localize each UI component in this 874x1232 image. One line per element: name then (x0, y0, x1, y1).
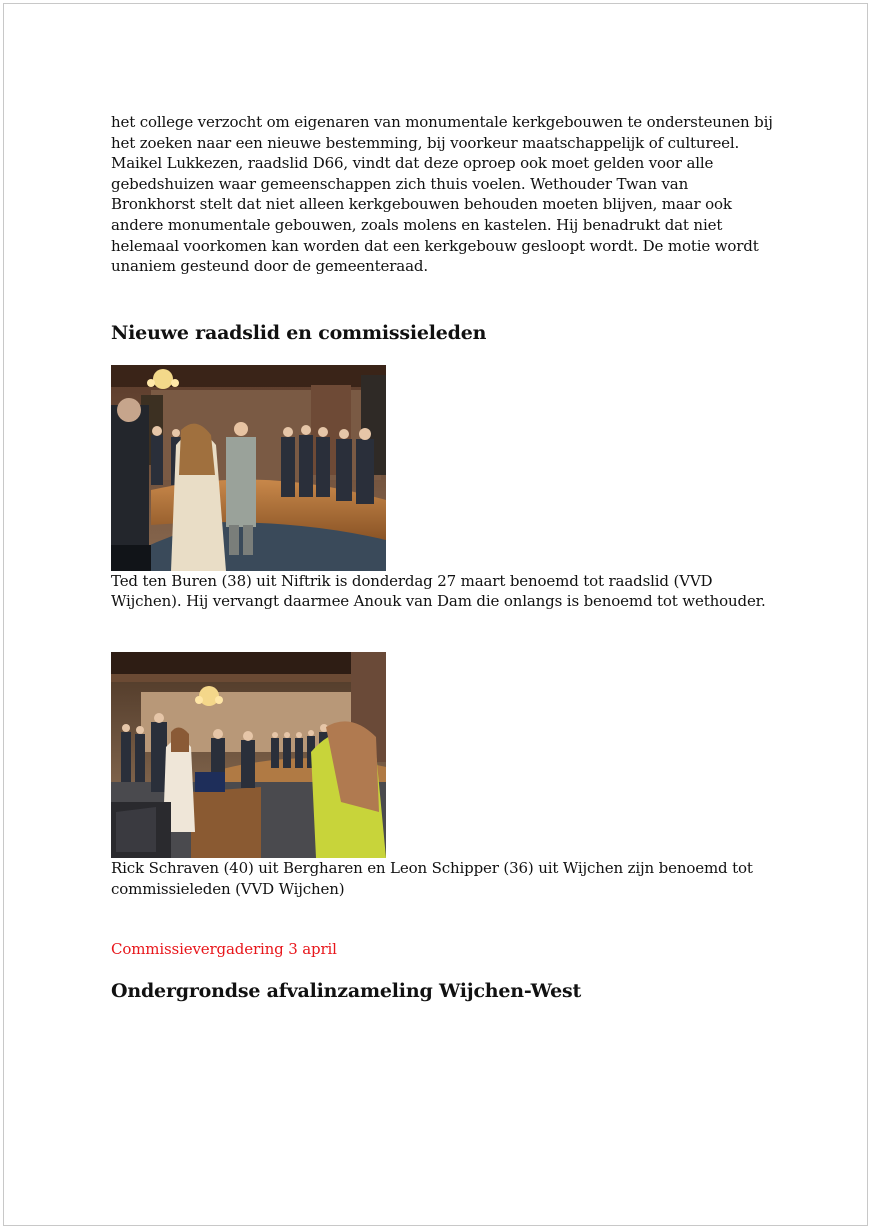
document-content (111, 112, 776, 1003)
photo-1-caption: Ted ten Buren (38) uit Niftrik is donderdag 27 maart benoemd tot raadslid (VVD Wijchen). Hij vervangt daarmee Anouk van Dam die onlangs is benoemd tot wethouder. (111, 571, 766, 611)
section-heading-new-members: Nieuwe raadslid en commissieleden (111, 321, 487, 344)
intro-paragraph: het college verzocht om eigenaren van monumentale kerkgebouwen te ondersteunen bij het zoeken naar een nieuwe bestemming, bij voorkeur maatschappelijk of cultureel. Maikel Lukkezen, raadslid D66, vindt dat deze oproep ook moet gelden voor alle gebedshuizen waar gemeenschappen zich thuis voelen. Wethouder Twan van Bronkhorst stelt dat niet alleen kerkgebouwen behouden moeten blijven, maar ook andere monumentale gebouwen, zoals molens en kastelen. Hij benadrukt dat niet helemaal voorkomen kan worden dat een kerkgebouw gesloopt wordt. De motie wordt unaniem gesteund door de gemeenteraad. (111, 113, 773, 276)
council-photo-2 (111, 652, 386, 858)
meeting-label: Commissievergadering 3 april (111, 940, 337, 959)
council-photo-1 (111, 365, 386, 571)
document-page (3, 3, 868, 1226)
section-heading-waste-collection: Ondergrondse afvalinzameling Wijchen-West (111, 980, 582, 1003)
photo-2-caption: Rick Schraven (40) uit Bergharen en Leon Schipper (36) uit Wijchen zijn benoemd tot commissieleden (VVD Wijchen) (111, 858, 753, 898)
